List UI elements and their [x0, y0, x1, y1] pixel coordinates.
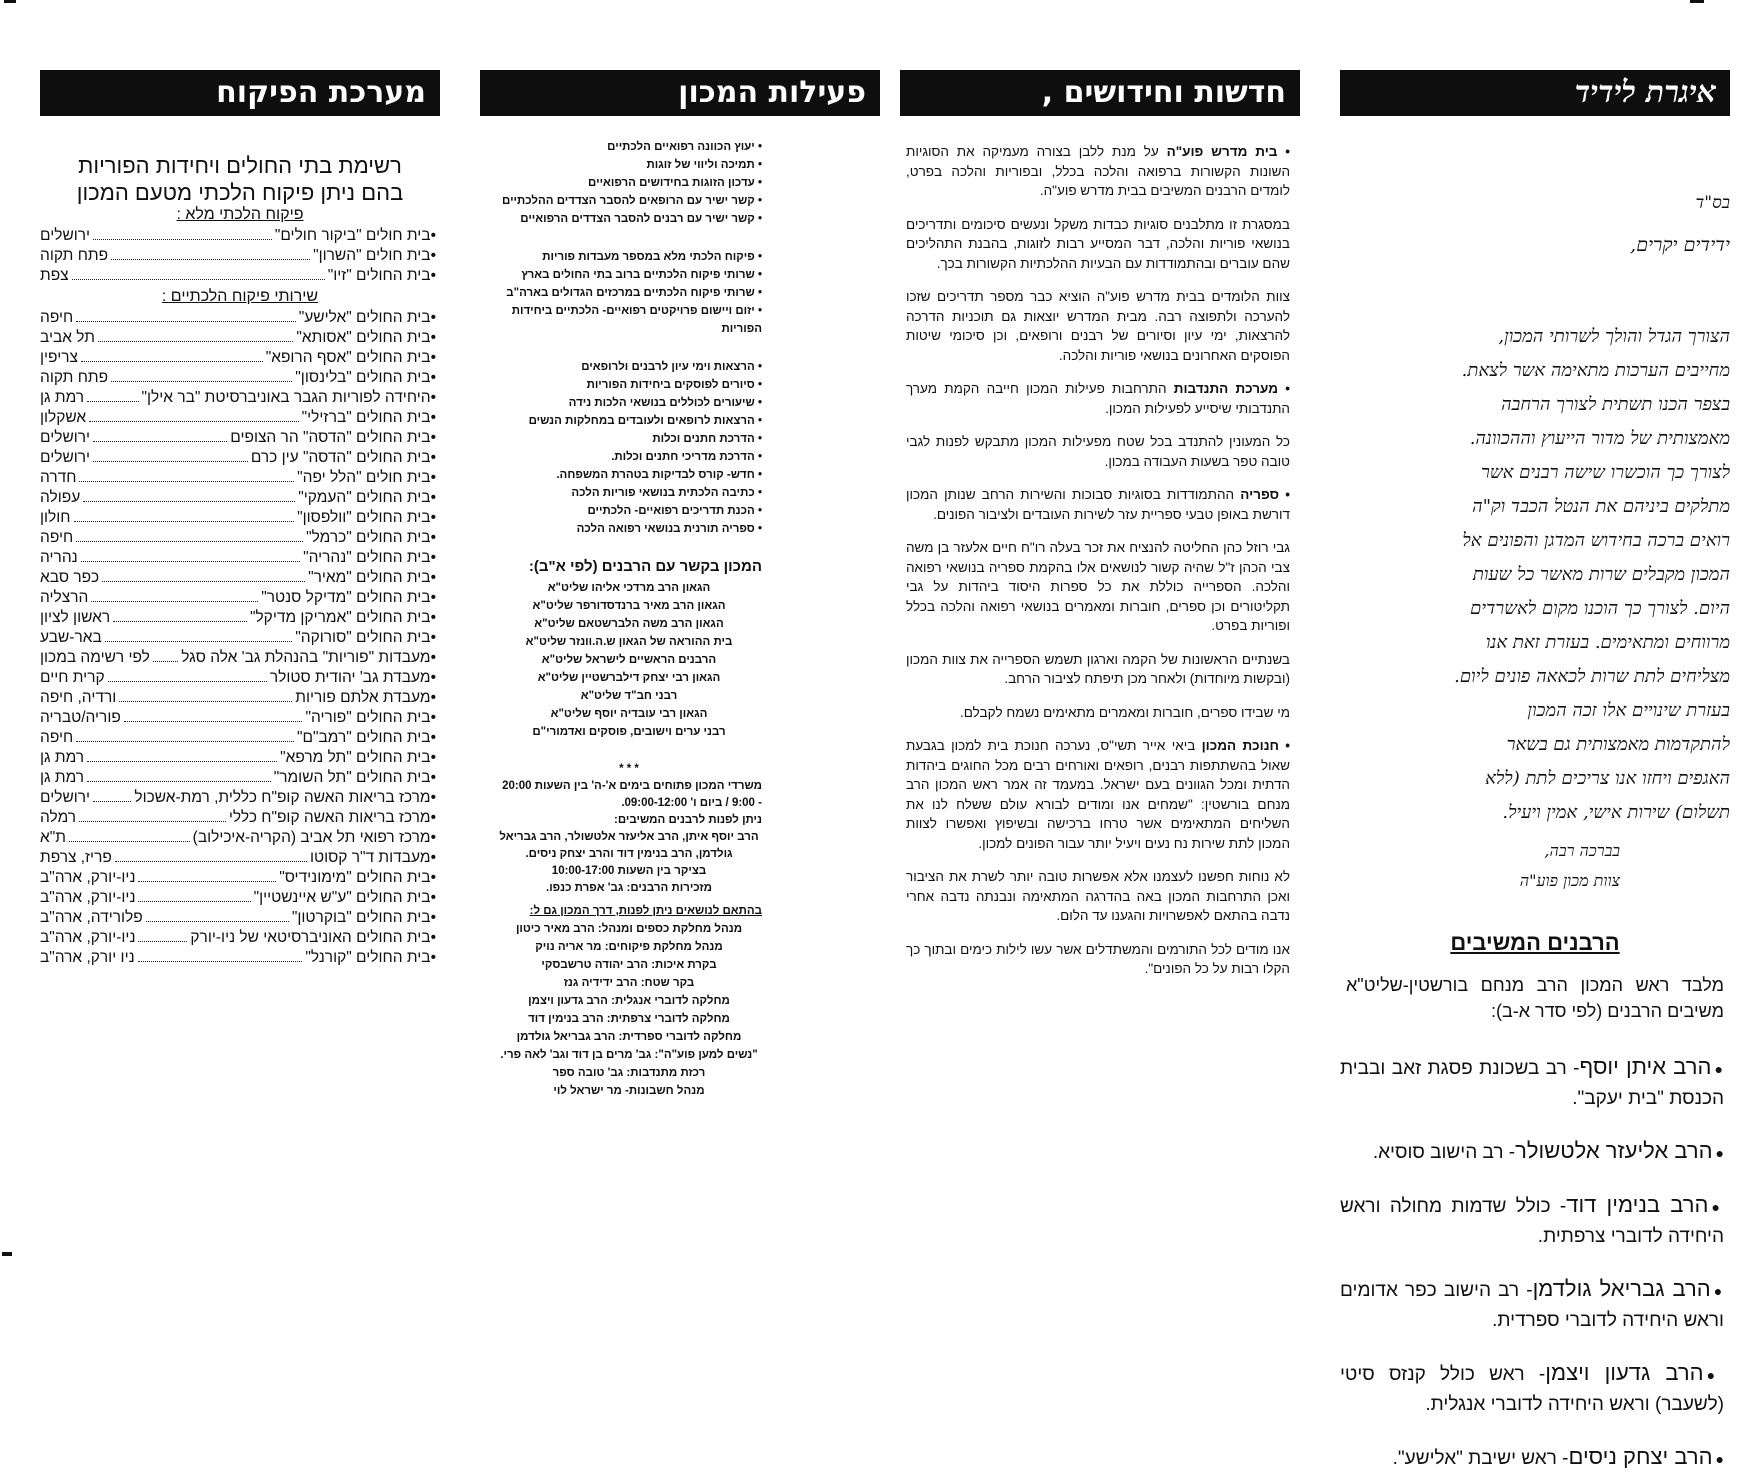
news-text: לא נוחות חפשנו לעצמנו אלא אפשרות טובה יותר לשרת את הציבור ואכן התרחבות המכון באה בהדרגה המתאימה ונבנתה נדבה אחרי נדבה בהתאם לאפשרויות והגענו עד הלום.	[906, 869, 1290, 923]
staff-item: מנהל מחלקת פיקוחים: מר אריה נויק	[535, 941, 723, 953]
dot-leader	[138, 929, 187, 942]
news-paragraph	[906, 940, 1290, 979]
staff-item: מחלקה לדוברי אנגלית: הרב גדעון ויצמן	[528, 995, 730, 1007]
hospital-name: • היחידה לפוריות הגבר באוניברסיטת "בר אילן"	[141, 389, 431, 406]
activity-item: • ספריה תורנית בנושאי רפואה הלכה	[496, 520, 762, 538]
news-text: ההתמודדות בסוגיות סבוכות והשירות הרחב שנותן המכון דורשת באופן טבעי ספריית עזר לשירות העובדים ולציבור הפונים.	[906, 487, 1290, 522]
hospital-city: רמת גן	[40, 749, 85, 766]
activities-body	[480, 138, 880, 1100]
hospital-name: • בית החולים "תל השומר"	[273, 769, 431, 786]
rabbi-name: הרב איתן יוסף	[1579, 1054, 1712, 1079]
letter-line: מחייבים הערכות מתאימה אשר לצאת.	[1461, 360, 1730, 381]
hospital-city: פריז, צרפת	[40, 849, 112, 866]
rabbi-name: הרב יצחק ניסים	[1568, 1444, 1713, 1469]
hospital-item	[40, 428, 436, 448]
services-list	[40, 308, 440, 968]
hospital-name: • בית החולים "אמריקן מדיקל"	[249, 609, 431, 626]
letter-column	[1340, 70, 1730, 1469]
dot-leader	[69, 829, 190, 842]
hospital-city: פוריה/טבריה	[40, 709, 121, 726]
hospital-item	[40, 628, 436, 648]
staff-item: בקר שטח: הרב ידידיה גנז	[563, 977, 695, 989]
hospital-city: אשקלון	[40, 409, 87, 426]
letter-banner: איגרת לידיד	[1340, 70, 1730, 116]
dot-leader	[87, 749, 277, 762]
rabbis-contact-title: המכון בקשר עם הרבנים (לפי א"ב):	[528, 558, 762, 575]
hospital-name: • בית החולים "ברזילי"	[301, 409, 431, 426]
news-banner: חדשות וחידושים ,	[900, 70, 1300, 116]
activity-item: • הדרכת חתנים וכלות	[496, 430, 762, 448]
hospital-name: • בית החולים "בלינסון"	[295, 369, 431, 386]
rabbi-desc: - רב הישוב סוסיא.	[1372, 1142, 1516, 1163]
news-paragraph	[906, 379, 1290, 418]
letter-line: תשלום) שירות אישי, אמין ויעיל.	[1502, 802, 1730, 823]
hospital-city: נהריה	[40, 549, 78, 566]
hospital-name: • בית החולים "מדיקל סנטר"	[261, 589, 431, 606]
news-text: מי שבידו ספרים, חוברות ומאמרים מתאימים נשמח לקבלם.	[960, 704, 1290, 720]
hospital-city: לפי רשימה במכון	[40, 649, 150, 666]
news-text: במסגרת זו מתלבנים סוגיות כבדות משקל ונעשים סיכומים ותדריכים בנושאי פוריות והלכה, דבר המסייע רבות לזוגות, בהבנת התהליכים שהם עוברים ובהתמודדות עם הבעיות ההלכתיות הקשורות בכך.	[906, 216, 1290, 271]
news-paragraph	[906, 215, 1290, 274]
staff-item: בקרת איכות: הרב יהודה טרשבסקי	[541, 959, 717, 971]
dot-leader	[124, 709, 303, 722]
activities-group-counseling	[496, 138, 762, 228]
staff-item: מנהל חשבונות- מר ישראל לוי	[553, 1085, 705, 1097]
hospital-city: חדרה	[40, 469, 77, 486]
dot-leader	[76, 729, 294, 742]
hospital-city: ניו-יורק, ארה"ב	[40, 869, 136, 886]
dot-leader	[81, 349, 263, 362]
staff-item: רכזת מתנדבות: גב' טובה ספר	[552, 1067, 706, 1079]
hospital-item	[40, 788, 436, 808]
hospital-item	[40, 468, 436, 488]
hospital-item	[40, 528, 436, 548]
hospital-item	[40, 748, 436, 768]
activity-item: • הכנת תדריכים רפואיים- הלכתיים	[496, 502, 762, 520]
news-text: אנו מודים לכל התורמים והמשתדלים אשר עשו לילות כימים ובתוך כך הקלו רבות על כל הפונים".	[906, 941, 1290, 976]
hospital-city: ת"א	[40, 829, 66, 846]
supervision-title-line-2: בהם ניתן פיקוח הלכתי מטעם המכון	[76, 180, 404, 205]
signature-line: בברכה רבה,	[1544, 841, 1620, 860]
scan-mark-bottom	[2, 1252, 12, 1256]
hospital-name: • מרכז בריאות האשה קופ"ח כללי	[228, 809, 431, 826]
news-paragraph	[906, 703, 1290, 723]
hospital-name: • בית החולים "רמב"ם"	[297, 729, 431, 746]
hospital-name: • בית החולים "כרמל"	[306, 529, 431, 546]
dot-leader	[89, 409, 298, 422]
activity-item: • הרצאות לרופאים ולעובדים במחלקות הנשים	[496, 412, 762, 430]
bullet-icon: ●	[1714, 1061, 1724, 1077]
supervision-title-line-1: רשימת בתי החולים ויחידות הפוריות	[78, 153, 402, 178]
full-supervision-list	[40, 226, 440, 286]
activities-group-supervision	[496, 248, 762, 338]
activity-item: • הדרכת מדריכי חתנים וכלות.	[496, 448, 762, 466]
hospital-name: • בית החולים "אסותא"	[296, 329, 431, 346]
hospital-item	[40, 246, 436, 266]
hospital-item	[40, 368, 436, 388]
signature-line: צוות מכון פוע"ה	[1519, 871, 1620, 890]
staff-item: "נשים למען פוע"ה": גב' מרים בן דוד וגב' לאה פרי.	[500, 1049, 758, 1061]
contact-item: בית ההוראה של הגאון ש.ה.וונזר שליט"א	[525, 636, 733, 648]
hospital-city: פלורידה, ארה"ב	[40, 909, 143, 926]
rabbis-contact-list	[496, 579, 762, 741]
hospital-item	[40, 668, 436, 688]
hospital-item	[40, 648, 436, 668]
dot-leader	[87, 389, 138, 402]
rabbi-item	[1340, 1274, 1724, 1336]
news-text: על מנת ללבן בצורה מעמיקה את הסוגיות השונות הקשורות ברפואה והלכה בכלל, ובפוריות והלכה בפרט, לומדים הרבנים המשיבים בבית מדרש פוע"ה.	[906, 144, 1290, 198]
letter-line: מאמצותית של מדור הייעוץ וההכוונה.	[1469, 428, 1730, 449]
dot-leader	[72, 267, 325, 280]
rabbi-item	[1340, 1190, 1724, 1252]
news-text: גבי רוזל כהן החליטה להנציח את זכר בעלה רו"ח חיים אלעזר בן משה צבי הכהן ז"ל שהיה קשור לנושאים אלו בהקמת ספריה בנושאי רפואה והלכה. הספרייה כוללת את כל ספרות היסוד ביהדות על גבי תקליטורים וכן ספרים, חוברות ומאמרים בנושאי רפואה והלכה בכלל ופוריות בפרט.	[906, 540, 1290, 633]
hospital-name: • בית החולים "פוריה"	[305, 709, 431, 726]
hospital-name: • מעבדת גב' יהודית סטולר	[269, 669, 431, 686]
dot-leader	[76, 529, 303, 542]
activity-item: • עדכון הזוגות בחידושים הרפואיים	[496, 174, 762, 192]
hospital-city: רמת גן	[40, 389, 85, 406]
dot-leader	[105, 629, 293, 642]
news-heading: • מערכת התנדבות	[1173, 381, 1290, 396]
dot-leader	[93, 789, 131, 802]
hospital-city: ניו-יורק, ארה"ב	[40, 929, 136, 946]
dot-leader	[102, 569, 305, 582]
hospital-city: ירושלים	[40, 227, 91, 244]
dot-leader	[138, 949, 303, 962]
rabbi-desc: - ראש ישיבת "אלישע".	[1392, 1448, 1569, 1469]
news-paragraph	[906, 485, 1290, 524]
supervision-title	[40, 152, 440, 206]
hospital-name: • מרכז בריאות האשה קופ"ח כללית, רמת-אשכול	[134, 789, 431, 806]
rabbi-item	[1340, 1442, 1724, 1474]
activity-item: • כתיבה הלכתית בנושאי פוריות הלכה	[496, 484, 762, 502]
hospital-city: צפת	[40, 267, 69, 284]
hospital-name: • בית החולים "בוקרטון"	[291, 909, 431, 926]
hospital-city: רמת גן	[40, 769, 85, 786]
staff-list	[496, 920, 762, 1100]
hospital-item	[40, 888, 436, 908]
news-paragraph	[906, 867, 1290, 926]
activity-item: • יעוץ הכוונה רפואיים הלכתיים	[496, 138, 762, 156]
letter-line: המכון מקבלים שרות מאשר כל שעות	[1472, 564, 1730, 585]
hospital-item	[40, 848, 436, 868]
letter-line: מצליחים לתת שרות לכאאה פונים ליום.	[1454, 666, 1730, 687]
hospital-name: • מרכז רפואי תל אביב (הקריה-איכילוב)	[192, 829, 431, 846]
activity-item: • שיעורים לכוללים בנושאי הלכות נידה	[496, 394, 762, 412]
secretary: מזכירות הרבנים: גב' אפרת כנפו.	[546, 882, 712, 894]
hospital-city: ירושלים	[40, 429, 91, 446]
contact-item: רבני חב"ד שליט"א	[580, 690, 678, 702]
hospital-city: חיפה	[40, 529, 74, 546]
hospital-name: • בית חולים "השרון"	[313, 247, 431, 264]
news-column	[900, 70, 1300, 1250]
hospital-item	[40, 688, 436, 708]
hospital-city: ירושלים	[40, 789, 91, 806]
rabbis-intro: מלבד ראש המכון הרב מנחם בורשטין-שליט"א משיבים הרבנים (לפי סדר א-ב):	[1346, 975, 1724, 1021]
supervision-column	[40, 70, 440, 1250]
hospital-item	[40, 388, 436, 408]
staff-item: מחלקה לדוברי ספרדית: הרב גבריאל גולדמן	[516, 1031, 742, 1043]
staff-intro: בהתאם לנושאים ניתן לפנות, דרך המכון גם ל:	[529, 905, 762, 917]
hospital-city: קרית חיים	[40, 669, 105, 686]
activity-item: • קשר ישיר עם רבנים להסבר הצדדים הרפואיים	[496, 210, 762, 228]
staff-item: מנהל מחלקת כספים ומנהל: הרב מאיר כיטון	[515, 923, 743, 935]
rabbi-item	[1340, 1052, 1724, 1114]
letter-line: מתלקים ביניהם את הנטל הכבד וק"ה	[1472, 496, 1730, 517]
hospital-item	[40, 488, 436, 508]
hospital-city: עפולה	[40, 489, 81, 506]
rabbi-item	[1340, 1136, 1724, 1168]
scan-mark-top-right	[1690, 0, 1704, 3]
letter-line: בצפר הכנו תשתית לצורך הרחבה	[1501, 394, 1730, 415]
activity-item: • הרצאות וימי עיון לרבנים ולרופאים	[496, 358, 762, 376]
hospital-name: • בית החולים "נהריה"	[303, 549, 431, 566]
rabbis-list	[1340, 1052, 1730, 1474]
hospital-city: באר-שבע	[40, 629, 102, 646]
dot-leader	[76, 309, 296, 322]
rabbi-name: הרב גבריאל גולדמן	[1532, 1276, 1711, 1301]
dot-leader	[113, 609, 247, 622]
hospital-name: • מעבדות ד"ר קסוטו	[309, 849, 431, 866]
news-paragraph	[906, 287, 1290, 365]
hospital-name: • בית החולים האוניברסיטאי של ניו-יורק	[190, 929, 431, 946]
letter-line: לצורך כך הוכשרו שישה רבנים אשר	[1481, 462, 1730, 483]
contact-item: הרבנים הראשיים לישראל שליט"א	[541, 654, 717, 666]
news-body	[900, 142, 1300, 979]
hospital-item	[40, 568, 436, 588]
hospital-name: • בית החולים "העמקי"	[298, 489, 431, 506]
hospital-item	[40, 948, 436, 968]
contact-item: הגאון הרב מאיר ברנדסדורפר שליט"א	[532, 600, 726, 612]
rabbi-desc: - רב הישוב כפר אדומים וראש היחידה לדוברי ספרדית.	[1340, 1280, 1724, 1331]
activity-item: • שרותי פיקוח הלכתיים ברוב בתי החולים בארץ	[496, 266, 762, 284]
contact-item: הגאון הרב משה הלברשטאם שליט"א	[534, 618, 724, 630]
activity-item: • שרותי פיקוח הלכתיים במרכזים הגדולים בארה"ב	[496, 284, 762, 302]
hospital-item	[40, 928, 436, 948]
dot-leader	[93, 429, 227, 442]
hospital-item	[40, 728, 436, 748]
news-text: התרחבות פעילות המכון חייבה הקמת מערך התנדבותי שיסייע לפעילות המכון.	[906, 381, 1290, 416]
hospital-name: • מעבדות "פוריות" בהנהלת גב' אלה סגל	[181, 649, 431, 666]
dot-leader	[83, 489, 295, 502]
hospital-name: • בית החולים "הדסה" עין כרם	[250, 449, 431, 466]
hospital-city: פתח תקוה	[40, 247, 109, 264]
supervision-banner: מערכת הפיקוח	[40, 70, 440, 116]
contact-item: הגאון רבי עובדיה יוסף שליט"א	[550, 708, 708, 720]
dot-leader	[91, 589, 258, 602]
hospital-city: תל אביב	[40, 329, 95, 346]
dot-leader	[79, 809, 226, 822]
news-heading: • בית מדרש פוע"ה	[1166, 144, 1290, 159]
hospital-name: • בית החולים "הדסה" הר הצופים	[230, 429, 431, 446]
hospital-name: • בית החולים "ע"ש איינשטיין"	[253, 889, 431, 906]
activities-column	[480, 70, 880, 1250]
hospital-name: • בית החולים "תל מרפא"	[280, 749, 431, 766]
hospital-city: חיפה	[40, 309, 74, 326]
letter-bsd: בס"ד	[1695, 193, 1730, 213]
dot-leader	[81, 549, 300, 562]
hospital-name: • בית החולים "אסף הרופא"	[265, 349, 431, 366]
staff-item: מחלקה לדוברי צרפתית: הרב בנימין דוד	[528, 1013, 730, 1025]
activity-item: • סיורים לפוסקים ביחידות הפוריות	[496, 376, 762, 394]
dot-leader	[138, 869, 276, 882]
hospital-item	[40, 768, 436, 788]
hospital-city: רמלה	[40, 809, 77, 826]
news-paragraph	[906, 432, 1290, 471]
hospital-name: • בית החולים "מימונידיס"	[279, 869, 431, 886]
rabbi-name: הרב בנימין דוד	[1566, 1192, 1709, 1217]
bullet-icon: ●	[1713, 1283, 1725, 1299]
hospital-city: ירושלים	[40, 449, 91, 466]
hospital-item	[40, 348, 436, 368]
dot-leader	[138, 889, 250, 902]
letter-line: היום. לצורך כך הוכנו מקום לאשרדים	[1470, 598, 1730, 619]
hospital-name: • בית החולים "זיו"	[327, 267, 431, 284]
letter-greeting: ידידים יקרים,	[1630, 234, 1730, 256]
hospital-item	[40, 328, 436, 348]
contact-item: רבני ערים וישובים, פוסקים ואדמורי"ם	[532, 726, 726, 738]
activity-item: • קשר ישיר עם הרופאים להסבר הצדדים ההלכתיים	[496, 192, 762, 210]
letter-line: רואים ברכה בחידוש המדגן והפונים אל	[1462, 530, 1730, 551]
hospital-item	[40, 508, 436, 528]
activity-item: • פיקוח הלכתי מלא במספר מעבדות פוריות	[496, 248, 762, 266]
letter-line: מרווחים ומתאימים. בעזרת זאת אנו	[1485, 632, 1730, 653]
news-heading: • ספריה	[1240, 487, 1290, 502]
dot-leader	[108, 669, 267, 682]
hospital-item	[40, 266, 436, 286]
hospital-item	[40, 908, 436, 928]
hospital-item	[40, 308, 436, 328]
hospital-city: פתח תקוה	[40, 369, 109, 386]
office-hours: משרדי המכון פתוחים בימים א'-ה' בין השעות 20:00 - 9:00 / ביום ו' 09:00-12:00.	[502, 780, 762, 809]
hospital-city: ניו-יורק, ארה"ב	[40, 889, 136, 906]
hospital-city: צריפין	[40, 349, 78, 366]
hospital-city: חולון	[40, 509, 71, 526]
news-paragraph	[906, 650, 1290, 689]
hospital-item	[40, 408, 436, 428]
news-paragraph	[906, 538, 1290, 636]
scan-mark-top	[4, 0, 16, 3]
rabbi-desc: - ראש כולל קנזס סיטי (לשעבר) וראש היחידה לדוברי אנגלית.	[1340, 1364, 1724, 1415]
hospital-item	[40, 868, 436, 888]
letter-line: בעזרת שינויים אלו זכה המכון	[1527, 700, 1730, 721]
hospital-name: • בית החולים "וולפסון"	[297, 509, 431, 526]
bullet-icon: ●	[1706, 1367, 1724, 1383]
hospital-item	[40, 588, 436, 608]
letter-line: הצורך הגדל והולך לשרותי המכון,	[1498, 326, 1730, 347]
hospital-name: • בית החולים "סורוקה"	[295, 629, 431, 646]
letter-line: להתקדמות מאמצותית גם בשאר	[1506, 734, 1730, 755]
rabbi-item	[1340, 1358, 1724, 1420]
activity-item: • חדש- קורס לבדיקות בטהרת המשפחה.	[496, 466, 762, 484]
hospital-city: חיפה	[40, 729, 74, 746]
dot-leader	[119, 689, 292, 702]
hospital-name: • בית החולים "מאיר"	[308, 569, 431, 586]
hospital-item	[40, 448, 436, 468]
activities-banner: פעילות המכון	[480, 70, 880, 116]
rabbi-desc: - כולל שדמות מחולה וראש היחידה לדוברי צרפתית.	[1340, 1196, 1724, 1247]
hospital-item	[40, 226, 436, 246]
letter-body	[1340, 320, 1730, 830]
evening-hours: בציקר בין השעות 10:00-17:00	[551, 865, 707, 877]
hospital-name: • בית חולים "ביקור חולים"	[274, 227, 431, 244]
contact-item: הגאון רבי יצחק דילברשטיין שליט"א	[537, 672, 721, 684]
dot-leader	[93, 449, 248, 462]
hospital-city: כפר סבא	[40, 569, 100, 586]
hospital-city: הרצליה	[40, 589, 89, 606]
hospital-item	[40, 548, 436, 568]
rabbi-desc: - רב בשכונת פסגת זאב ובבית הכנסת "בית יעקב".	[1340, 1058, 1724, 1109]
rabbi-name: הרב גדעון ויצמן	[1545, 1360, 1704, 1385]
bullet-icon: ●	[1715, 1145, 1724, 1161]
activities-group-education	[496, 358, 762, 538]
dot-leader	[115, 849, 307, 862]
hospital-city: ראשון לציון	[40, 609, 111, 626]
bullet-icon: ●	[1715, 1451, 1724, 1467]
rabbis-contact-names: הרב יוסף איתן, הרב אליעזר אלטשולר, הרב גבריאל גולדמן, הרב בנימין דוד והרב יצחק ניסים.	[499, 831, 759, 860]
letter-line: האגפים ויחזו אנו צריכים לתת (ללא	[1485, 768, 1730, 789]
rabbi-name: הרב אליעזר אלטשולר	[1515, 1138, 1713, 1163]
news-text: צוות הלומדים בבית מדרש פוע"ה הוציא כבר מספר תדריכים שזכו להערכה ולתפוצה רבה. מבית המדרש יוצאות גם תוכניות הדרכה להרצאות, ימי עיון וסיורים של רבנים ורופאים, וכן סיכומי שיטות הפוסקים האחרונים בנושאי פוריות והלכה.	[906, 289, 1290, 363]
dot-leader	[111, 247, 310, 260]
activity-item: • תמיכה וליווי של זוגות	[496, 156, 762, 174]
news-text: ביאי אייר תשי"ס, נערכה חנוכת בית למכון בגבעת שאול בהשתתפות רבנים, רופאים ואורחים רבים מכל החוגים ביהדות הדתית ומכל הגוונים בעם ישראל. במעמד זה אמר ראש המכון הרב מנחם בורשטין: "שמחים אנו ומודים לבורא עולם ששלח לנו את השליחים המתאימים אשר טרחו ברכישה ובשיפוץ ואפשרו לצוות המכון לתת שירות נח נעים ויעיל יותר עבור הפונים למכון.	[906, 738, 1290, 851]
dot-leader	[87, 769, 271, 782]
services-label: שירותי פיקוח הלכתיים :	[161, 288, 319, 305]
dot-leader	[74, 509, 295, 522]
news-paragraph	[906, 142, 1290, 201]
dot-leader	[93, 227, 272, 240]
news-paragraph	[906, 736, 1290, 853]
contact-item: הגאון הרב מרדכי אליהו שליט"א	[547, 582, 711, 594]
news-text: בשנתיים הראשונות של הקמה וארגון תשמש הספרייה את צוות המכון (ובקשות מיוחדות) ולאחר מכן תיפתח לציבור הרחב.	[906, 651, 1290, 686]
rabbis-contact-note: ניתן לפנות לרבנים המשיבים:	[614, 814, 762, 826]
stars-divider: * * *	[619, 763, 639, 775]
dot-leader	[146, 909, 289, 922]
hospital-item	[40, 708, 436, 728]
dot-leader	[111, 369, 292, 382]
hospital-city: ורדיה, חיפה	[40, 689, 117, 706]
dot-leader	[79, 469, 294, 482]
hospital-item	[40, 808, 436, 828]
activity-item: • יזום ויישום פרויקטים רפואיים- הלכתיים ביחידות הפוריות	[496, 302, 762, 338]
hospital-item	[40, 828, 436, 848]
dot-leader	[153, 649, 178, 662]
hospital-name: • בית החולים "אלישע"	[298, 309, 431, 326]
hospital-name: • בית החולים "קורנל"	[305, 949, 431, 966]
full-supervision-label: פיקוח הלכתי מלא :	[176, 206, 304, 223]
rabbis-title: הרבנים המשיבים	[1450, 930, 1620, 955]
hospital-city: ניו יורק, ארה"ב	[40, 949, 135, 966]
hospital-name: • בית חולים "הלל יפה"	[297, 469, 431, 486]
news-text: כל המעונין להתנדב בכל שטח מפעילות המכון מתבקש לפנות לגבי טובה טפר בשעות העבודה במכון.	[906, 434, 1290, 469]
dot-leader	[98, 329, 293, 342]
letter-signature	[1340, 836, 1730, 896]
hospital-item	[40, 608, 436, 628]
hospital-name: • מעבדת אלתם פוריות	[295, 689, 431, 706]
bullet-icon: ●	[1711, 1199, 1724, 1215]
news-heading: • חנוכת המכון	[1201, 738, 1291, 753]
